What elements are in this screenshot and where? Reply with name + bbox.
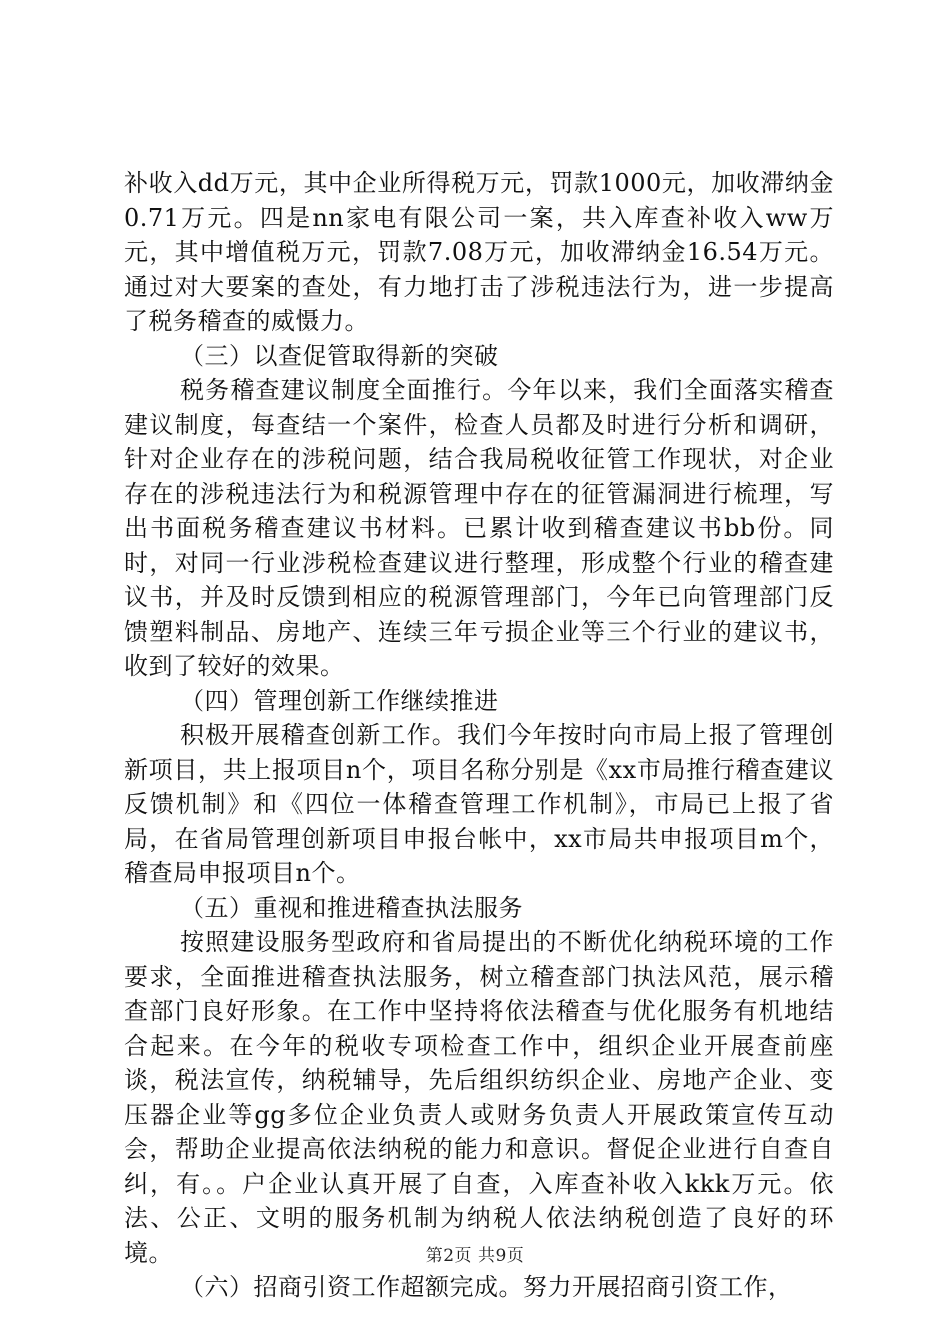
paragraph-case-summary: 补收入dd万元，其中企业所得税万元，罚款1000元，加收滞纳金0.71万元。四是nn家电有限公司一案，共入库查补收入ww万元，其中增值税万元，罚款7.08万元，加收滞纳金16.54万元。通过对大要案的查处，有力地打击了涉税违法行为，进一步提高了税务稽查的威慑力。 bbox=[124, 169, 834, 335]
paragraph-audit-suggestions: 税务稽查建议制度全面推行。今年以来，我们全面落实稽查建议制度，每查结一个案件，检查人员都及时进行分析和调研，针对企业存在的涉税问题，结合我局税收征管工作现状，对企业存在的涉税违法行为和税源管理中存在的征管漏洞进行梳理，写出书面税务稽查建议书材料。已累计收到稽查建议书bb份。同时，对同一行业涉税检查建议进行整理，形成整个行业的稽查建议书，并及时反馈到相应的税源管理部门，今年已向管理部门反馈塑料制品、房地产、连续三年亏损企业等三个行业的建议书，收到了较好的效果。 bbox=[124, 376, 834, 680]
document-body bbox=[124, 166, 834, 1305]
paragraph-investment: （六）招商引资工作超额完成。努力开展招商引资工作， bbox=[180, 1273, 793, 1301]
paragraph-enforcement-service: 按照建设服务型政府和省局提出的不断优化纳税环境的工作要求，全面推进稽查执法服务，树立稽查部门执法风范，展示稽查部门良好形象。在工作中坚持将依法稽查与优化服务有机地结合起来。在今年的税收专项检查工作中，组织企业开展查前座谈，税法宣传，纳税辅导，先后组织纺织企业、房地产企业、变压器企业等gg多位企业负责人或财务负责人开展政策宣传互动会，帮助企业提高依法纳税的能力和意识。督促企业进行自查自纠，有。。户企业认真开展了自查，入库查补收入kkk万元。依法、公正、文明的服务机制为纳税人依法纳税创造了良好的环境。 bbox=[124, 928, 834, 1267]
paragraph-innovation: 积极开展稽查创新工作。我们今年按时向市局上报了管理创新项目，共上报项目n个，项目名称分别是《xx市局推行稽查建议反馈机制》和《四位一体稽查管理工作机制》，市局已上报了省局，在省局管理创新项目申报台帐中，xx市局共申报项目m个，稽查局申报项目n个。 bbox=[124, 721, 834, 887]
section-heading-4: （四）管理创新工作继续推进 bbox=[180, 686, 499, 715]
section-heading-3: （三）以查促管取得新的突破 bbox=[180, 341, 499, 370]
page-number-footer: 第2页 共9页 bbox=[425, 1246, 525, 1266]
section-heading-5: （五）重视和推进稽查执法服务 bbox=[180, 893, 523, 922]
